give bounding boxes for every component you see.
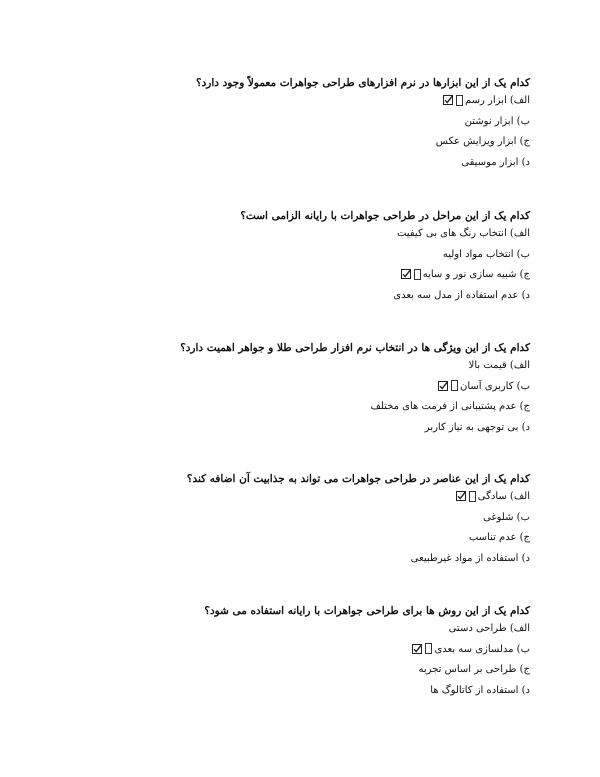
option-b[interactable] [60,248,530,269]
option-a[interactable] [60,227,530,248]
option-a[interactable] [60,622,530,643]
question-text: کدام یک از این روش ها برای طراحی جواهرات با رایانه استفاده می شود؟ [204,605,530,617]
option-label: الف) سادگی [477,491,530,502]
option-label: ب) کاربری آسان [460,380,530,392]
option-label: الف) ابزار رسم [465,95,530,106]
answer-mark [443,94,464,106]
answer-mark [456,490,477,502]
question-block-3 [60,341,530,441]
empty-box-icon [414,269,421,280]
empty-box-icon [451,380,458,391]
checked-box-icon [456,491,466,501]
checked-box-icon [401,269,411,279]
option-c[interactable] [60,268,530,289]
empty-box-icon [425,643,432,654]
option-c[interactable] [60,531,530,552]
option-label: الف) انتخاب رنگ های بی کیفیت [397,228,530,239]
option-label: ج) ابزار ویرایش عکس [435,136,530,147]
answer-mark [401,268,422,280]
question-block-2 [60,209,530,309]
option-label: الف) طراحی دستی [448,623,530,634]
empty-box-icon [456,95,463,106]
option-d[interactable] [60,552,530,573]
option-label: د) استفاده از مواد غیرطبیعی [410,552,530,564]
option-c[interactable] [60,663,530,684]
option-label: د) استفاده از کاتالوگ ها [430,684,530,696]
checked-box-icon [443,95,453,105]
question-block-4 [60,472,530,572]
answer-mark [412,643,433,655]
question-text: کدام یک از این ابزارها در نرم افزارهای طراحی جواهرات معمولاً وجود دارد؟ [196,77,530,89]
option-c[interactable] [60,135,530,156]
option-label: ب) شلوغی [483,511,530,523]
option-label: الف) قیمت بالا [468,360,530,371]
option-label: ج) عدم تناسب [468,532,530,543]
question-text: کدام یک از این مراحل در طراحی جواهرات با رایانه الزامی است؟ [240,210,530,222]
option-label: ب) ابزار نوشتن [464,115,530,127]
option-b[interactable] [60,511,530,532]
option-label: د) بی توجهی به نیاز کاربر [424,421,530,433]
option-label: ب) مدلسازی سه بعدی [434,643,530,655]
checked-box-icon [412,644,422,654]
option-b[interactable] [60,115,530,136]
question-text: کدام یک از این عناصر در طراحی جواهرات می تواند به جذابیت آن اضافه کند؟ [186,473,530,485]
option-d[interactable] [60,421,530,442]
option-label: ب) انتخاب مواد اولیه [442,248,530,260]
option-label: د) ابزار موسیقی [461,156,530,168]
option-label: ج) طراحی بر اساس تجربه [418,664,530,675]
option-d[interactable] [60,289,530,310]
option-b[interactable] [60,380,530,401]
option-d[interactable] [60,156,530,177]
answer-mark [438,380,459,392]
option-label: ج) شبیه سازی نور و سایه [422,269,530,280]
empty-box-icon [469,491,476,502]
option-d[interactable] [60,684,530,705]
question-block-1 [60,76,530,176]
option-a[interactable] [60,490,530,511]
option-a[interactable] [60,94,530,115]
question-text: کدام یک از این ویژگی ها در انتخاب نرم افزار طراحی طلا و جواهر اهمیت دارد؟ [180,342,530,354]
option-label: د) عدم استفاده از مدل سه بعدی [393,289,530,301]
option-label: ج) عدم پشتیبانی از فرمت های مختلف [370,401,530,412]
question-block-5 [60,604,530,704]
option-c[interactable] [60,400,530,421]
option-a[interactable] [60,359,530,380]
option-b[interactable] [60,643,530,664]
checked-box-icon [438,381,448,391]
